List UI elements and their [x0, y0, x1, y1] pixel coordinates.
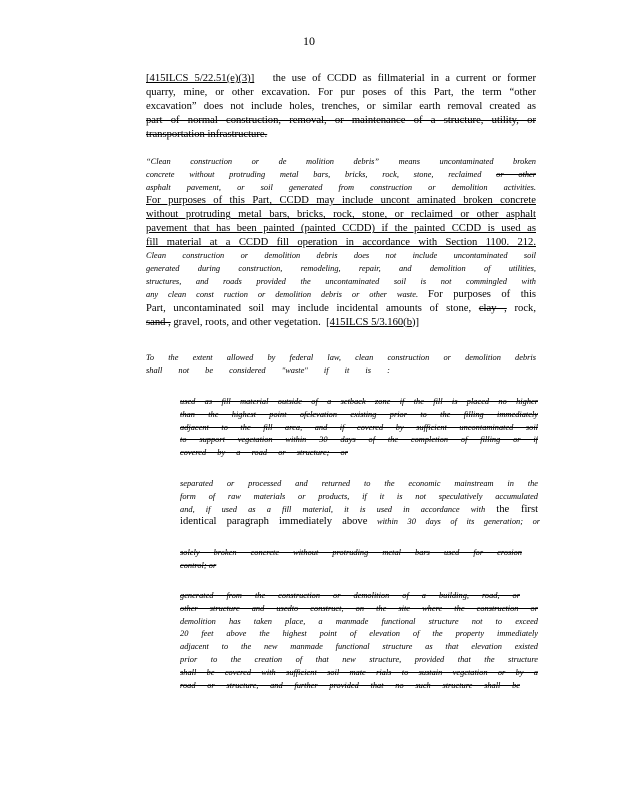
struck-text: or other — [496, 169, 536, 179]
inserted-text-line: pavement that has been painted (painted CCDD) if the painted CCDD is used as — [146, 223, 536, 235]
struck-text-line: control; or — [180, 560, 217, 570]
text-line: “Clean construction or de molition debris” means uncontaminated broken — [146, 157, 536, 166]
text-line: adjacent to the new manmade functional structure as that elevation existed — [180, 642, 538, 652]
struck-text-line: other structure and usedto construct, on the site where the construction or — [180, 603, 538, 613]
inserted-text-line: fill material at a CCDD fill operation in accordance with Section 1100. 212. — [146, 237, 536, 249]
text-line: and, if used as a fill material, it is used in accordance with the first — [180, 503, 538, 515]
text-line: shall not be considered "waste" if it is : — [146, 365, 390, 375]
paragraph-fill-definition — [146, 72, 536, 142]
paragraph-waste-exclusion — [146, 352, 536, 378]
text-line: generated during construction, remodeling, repair, and demolition of utilities, — [146, 264, 536, 274]
text-line: sand , gravel, roots, and other vegetation. [415ILCS 5/3.160(b)] — [146, 316, 420, 328]
struck-text-line: than the highest point ofelevation existing prior to the filling immediately — [180, 409, 538, 419]
struck-text-line: covered by a road or structure; or — [180, 448, 348, 458]
paragraph-ccdd-definition — [146, 156, 536, 330]
struck-text-line: road or structure, and further provided that no such structure shall be — [180, 680, 520, 690]
text-line: asphalt pavement, or soil generated from construction or demolition activities. — [146, 182, 536, 192]
struck-text: clay , — [478, 302, 507, 314]
text-line: prior to the creation of that new structure, provided that the structure — [180, 654, 538, 664]
text-line: identical paragraph immediately above within 30 days of its generation; or — [180, 516, 540, 528]
list-item-erosion-control — [180, 547, 538, 573]
text-line: structures, and roads provided the uncontaminated soil is not commingled with — [146, 276, 536, 286]
list-item-manmade-structure — [180, 590, 538, 692]
list-item-separated-processed — [180, 478, 538, 529]
inserted-text-line: without protruding metal bars, bricks, rock, stone, or reclaimed or other asphalt — [146, 209, 536, 221]
text-line: [415ILCS 5/22.51(e)(3)] the use of CCDD as fillmaterial in a current or former — [146, 73, 536, 84]
statute-citation: [415ILCS 5/3.160(b)] — [326, 316, 420, 328]
text-line: 20 feet above the highest point of elevation of the property immediately — [180, 629, 538, 639]
text-line: To the extent allowed by federal law, clean construction or demolition debris — [146, 353, 536, 362]
inserted-text-line: For purposes of this Part, CCDD may include uncont aminated broken concrete — [146, 195, 536, 207]
text-line: excavation” does not include holes, trenches, or similar earth removal created as — [146, 101, 536, 112]
struck-text: sand , — [146, 316, 171, 328]
text-line: separated or processed and returned to the economic mainstream in the — [180, 479, 538, 488]
struck-text-line: to support vegetation within 30 days of the completion of filling or if — [180, 435, 538, 445]
page-number: 10 — [303, 34, 315, 48]
text-line: Clean construction or demolition debris does not include uncontaminated soil — [146, 251, 536, 261]
struck-text-line: adjacent to the fill area, and if covered by sufficient uncontaminated soil — [180, 422, 538, 432]
struck-text-line: shall be covered with sufficient soil mate rials to sustain vegetation or by a — [180, 667, 538, 677]
text-line: form of raw materials or products, if it is not speculatively accumulated — [180, 491, 538, 501]
struck-text-line: used as fill material outside of a setback zone if the fill is placed no higher — [180, 397, 538, 406]
text-line: demolition has taken place, a manmade functional structure not to exceed — [180, 616, 538, 626]
text-line: concrete without protruding metal bars, bricks, rock, stone, reclaimed or other — [146, 169, 536, 179]
text-line: Part, uncontaminated soil may include incidental amounts of stone, clay , rock, — [146, 302, 536, 314]
list-item-setback-fill — [180, 396, 538, 460]
text-line: quarry, mine, or other excavation. For pur poses of this Part, the term “other — [146, 87, 536, 98]
struck-text-line: solely broken concrete without protruding metal bars used for erosion — [180, 548, 522, 557]
text-line: any clean const ruction or demolition debris or other waste. For purposes of this — [146, 288, 536, 300]
struck-text-line: transportation infrastructure. — [146, 129, 268, 140]
statute-citation: [415ILCS 5/22.51(e)(3)] — [146, 73, 255, 84]
struck-text-line: generated from the construction or demolition of a building, road, or — [180, 591, 520, 600]
struck-text-line: part of normal construction, removal, or maintenance of a structure, utility, or — [146, 115, 536, 126]
